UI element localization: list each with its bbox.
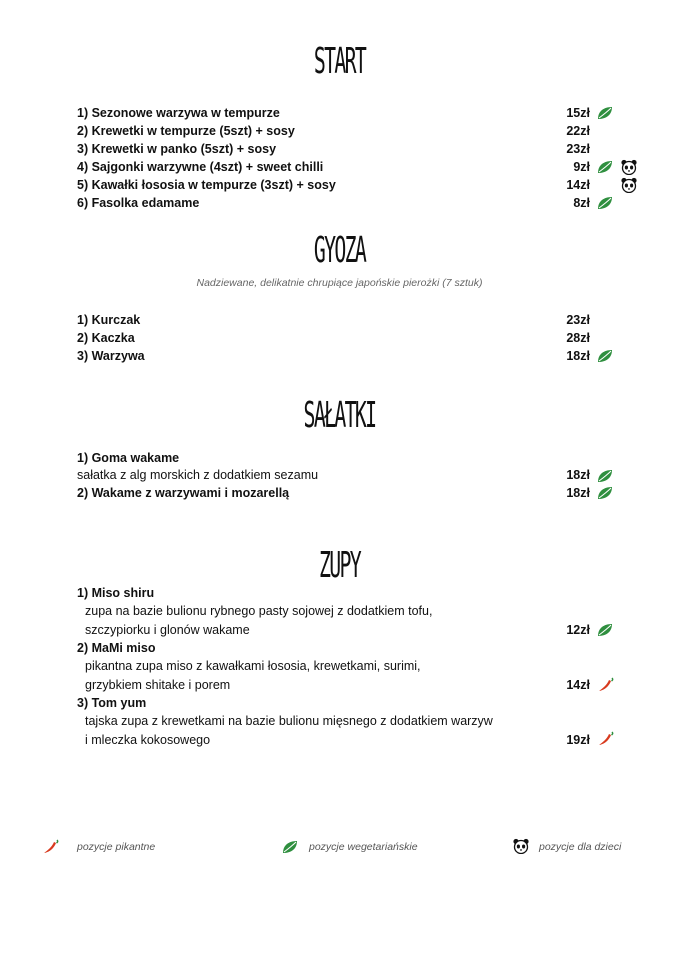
legend-kids: pozycje dla dzieci [539, 841, 622, 853]
menu-item-label: 3) Warzywa [77, 349, 145, 363]
menu-item-description: pikantna zupa miso z kawałkami łososia, krewetkami, surimi, [85, 659, 421, 673]
menu-item-label: 2) Kaczka [77, 331, 135, 345]
menu-item-label: 1) Sezonowe warzywa w tempurze [77, 106, 280, 120]
leaf-icon [596, 348, 614, 364]
menu-item-label: 6) Fasolka edamame [77, 196, 200, 210]
leaf-icon [596, 105, 614, 121]
menu-item-description: grzybkiem shitake i porem [85, 678, 231, 692]
menu-item-price: 15zł [566, 106, 590, 120]
menu-item-price: 19zł [566, 733, 590, 747]
menu-item-description: tajska zupa z krewetkami na bazie bulionu mięsnego z dodatkiem warzyw [85, 714, 493, 728]
leaf-icon [596, 195, 614, 211]
menu-item-price: 18zł [566, 468, 590, 482]
chili-icon [597, 677, 615, 693]
menu-item-description: szczypiorku i glonów wakame [85, 623, 250, 637]
menu-item-description: zupa na bazie bulionu rybnego pasty sojowej z dodatkiem tofu, [85, 604, 433, 618]
panda-icon [620, 159, 638, 175]
menu-item-label: 1) Goma wakame [77, 451, 180, 465]
menu-item-description: i mleczka kokosowego [85, 733, 211, 747]
menu-item-price: 12zł [566, 623, 590, 637]
chili-icon [42, 839, 60, 855]
legend-vegetarian: pozycje wegetariańskie [309, 841, 418, 853]
leaf-icon [281, 839, 299, 855]
menu-item-label: 3) Krewetki w panko (5szt) + sosy [77, 142, 277, 156]
menu-item-label: 5) Kawałki łososia w tempurze (3szt) + sosy [77, 178, 336, 192]
menu-item-price: 28zł [566, 331, 590, 345]
section-subtitle-gyoza: Nadziewane, delikatnie chrupiące japońskie pierożki (7 sztuk) [196, 277, 483, 289]
panda-icon [620, 177, 638, 193]
menu-item-label: 2) Wakame z warzywami i mozarellą [77, 486, 290, 500]
menu-item-label: 4) Sajgonki warzywne (4szt) + sweet chilli [77, 160, 324, 174]
menu-item-price: 23zł [566, 313, 590, 327]
leaf-icon [596, 159, 614, 175]
section-title-salatki: SAŁATKI [303, 395, 376, 436]
chili-icon [597, 731, 615, 747]
menu-item-label: 2) Krewetki w tempurze (5szt) + sosy [77, 124, 295, 138]
menu-item-label: 3) Tom yum [77, 696, 147, 710]
menu-item-label: 1) Kurczak [77, 313, 141, 327]
section-title-zupy: ZUPY [318, 545, 361, 586]
menu-item-label: 1) Miso shiru [77, 586, 155, 600]
section-title-start: START [313, 41, 366, 82]
menu-item-price: 8zł [573, 196, 590, 210]
menu-item-price: 23zł [566, 142, 590, 156]
menu-item-description: sałatka z alg morskich z dodatkiem sezamu [77, 468, 319, 482]
legend-spicy: pozycje pikantne [77, 841, 156, 853]
leaf-icon [596, 468, 614, 484]
leaf-icon [596, 622, 614, 638]
section-title-gyoza: GYOZA [313, 230, 366, 271]
panda-icon [512, 838, 530, 854]
menu-item-price: 18zł [566, 349, 590, 363]
leaf-icon [596, 485, 614, 501]
menu-item-label: 2) MaMi miso [77, 641, 156, 655]
menu-item-price: 9zł [573, 160, 590, 174]
menu-item-price: 14zł [566, 678, 590, 692]
menu-item-price: 14zł [566, 178, 590, 192]
menu-item-price: 18zł [566, 486, 590, 500]
menu-item-price: 22zł [566, 124, 590, 138]
